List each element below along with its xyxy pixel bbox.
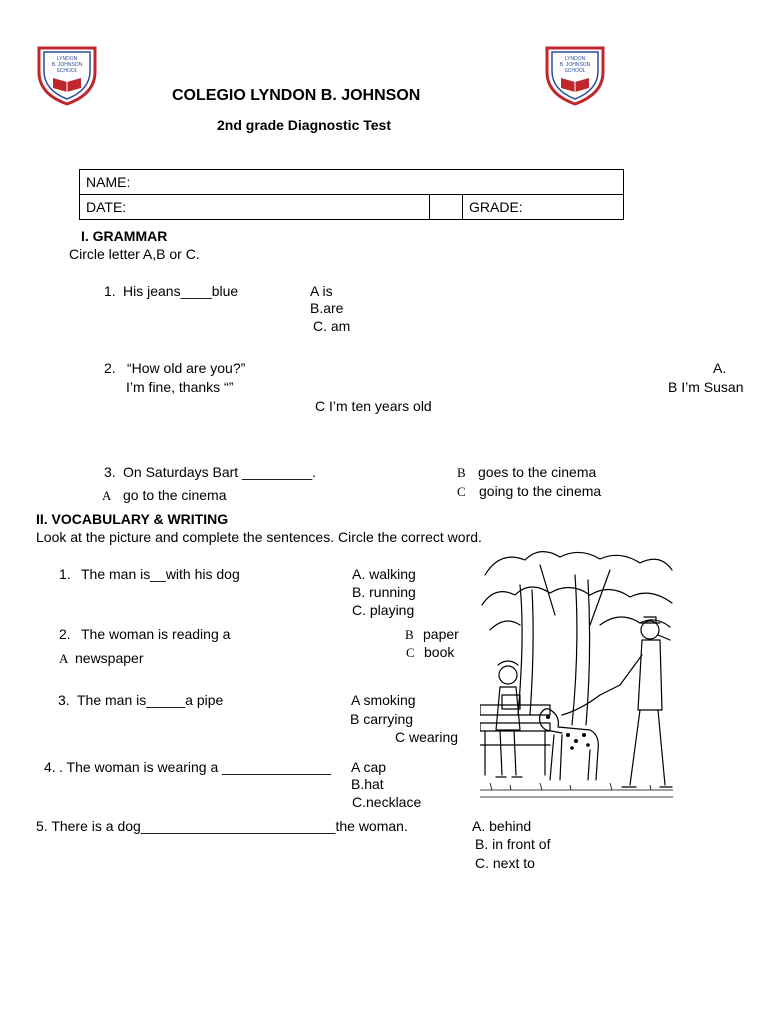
vocab-q2-option-c-text[interactable]: book [424, 644, 455, 660]
grammar-q3-stem: On Saturdays Bart _________. [123, 464, 317, 480]
vocab-q1-option-b[interactable]: B. running [352, 584, 416, 600]
grammar-q2-option-a[interactable]: A. [713, 360, 727, 376]
grammar-instruction: Circle letter A,B or C. [69, 246, 200, 262]
vocab-q4-number: 4. [44, 759, 56, 775]
vocab-q5-option-a[interactable]: A. behind [472, 818, 532, 834]
grammar-q1-option-b[interactable]: B.are [310, 300, 344, 316]
svg-text:SCHOOL: SCHOOL [56, 68, 78, 74]
grammar-heading: I. GRAMMAR [81, 228, 168, 244]
grammar-q3-option-b-text[interactable]: goes to the cinema [478, 464, 597, 480]
grammar-q3-option-c-letter[interactable]: C [457, 484, 466, 499]
vocab-q2-stem: The woman is reading a [81, 626, 231, 642]
vocab-q1-option-c[interactable]: C. playing [352, 602, 415, 618]
vocab-q1-stem: The man is__with his dog [81, 566, 240, 582]
vocab-q5-option-c[interactable]: C. next to [475, 855, 535, 871]
school-name: COLEGIO LYNDON B. JOHNSON [172, 87, 421, 104]
name-field[interactable]: NAME: [80, 170, 624, 195]
vocab-q3-number: 3. [58, 692, 70, 708]
svg-text:SCHOOL: SCHOOL [564, 68, 586, 74]
test-title: 2nd grade Diagnostic Test [217, 117, 391, 133]
vocab-q4-option-b[interactable]: B.hat [351, 776, 384, 792]
grammar-q2-stem-line2: I’m fine, thanks “” [126, 379, 234, 395]
vocab-heading: II. VOCABULARY & WRITING [36, 511, 229, 527]
vocab-q3-option-c[interactable]: C wearing [395, 729, 459, 745]
date-field[interactable]: DATE: [80, 195, 430, 220]
grammar-q3-option-a-letter[interactable]: A [102, 488, 112, 503]
vocab-instruction: Look at the picture and complete the sentences. Circle the correct word. [36, 529, 482, 545]
vocab-q2-option-a-text[interactable]: newspaper [75, 650, 144, 666]
grammar-q3-number: 3. [104, 464, 116, 480]
grammar-q1-option-c[interactable]: C. am [313, 318, 351, 334]
grammar-q1-option-a[interactable]: A is [310, 283, 333, 299]
vocab-q2-number: 2. [59, 626, 71, 642]
svg-text:LYNDON: LYNDON [564, 56, 586, 62]
school-crest-logo-left [35, 42, 99, 106]
vocab-q1-number: 1. [59, 566, 71, 582]
vocab-q2-option-c-letter[interactable]: C [406, 645, 415, 660]
grammar-q2-number: 2. [104, 360, 116, 376]
grade-field[interactable]: GRADE: [463, 195, 624, 220]
grammar-q3-option-a-text[interactable]: go to the cinema [123, 487, 227, 503]
vocab-q4-option-c[interactable]: C.necklace [352, 794, 422, 810]
svg-text:B. JOHNSON: B. JOHNSON [51, 62, 83, 68]
grammar-q2-stem-line1: “How old are you?” [127, 360, 246, 376]
vocab-q2-option-b-text[interactable]: paper [423, 626, 459, 642]
vocab-q3-option-b[interactable]: B carrying [350, 711, 414, 727]
student-info-table [79, 169, 624, 220]
school-crest-logo-right [543, 42, 607, 106]
vocab-q2-option-a-letter[interactable]: A [59, 651, 69, 666]
grammar-q2-option-c[interactable]: C I’m ten years old [315, 398, 432, 414]
vocab-q4-option-a[interactable]: A cap [351, 759, 387, 775]
svg-text:LYNDON: LYNDON [56, 56, 78, 62]
grammar-q3-option-b-letter[interactable]: B [457, 465, 466, 480]
vocab-q1-option-a[interactable]: A. walking [352, 566, 416, 582]
vocab-q3-option-a[interactable]: A smoking [351, 692, 416, 708]
vocab-q5-option-b[interactable]: B. in front of [475, 836, 551, 852]
svg-text:B. JOHNSON: B. JOHNSON [559, 62, 591, 68]
grammar-q2-option-b[interactable]: B I’m Susan [668, 379, 744, 395]
vocab-q4-stem: . The woman is wearing a ______________ [59, 759, 332, 775]
park-illustration [480, 545, 673, 805]
table-spacer-cell [430, 195, 463, 220]
grammar-q1-number: 1. [104, 283, 116, 299]
grammar-q3-option-c-text[interactable]: going to the cinema [479, 483, 602, 499]
vocab-q3-stem: The man is_____a pipe [77, 692, 224, 708]
grammar-q1-stem: His jeans____blue [123, 283, 239, 299]
vocab-q2-option-b-letter[interactable]: B [405, 627, 414, 642]
vocab-q5-stem: 5. There is a dog_________________________the woman. [36, 818, 408, 834]
